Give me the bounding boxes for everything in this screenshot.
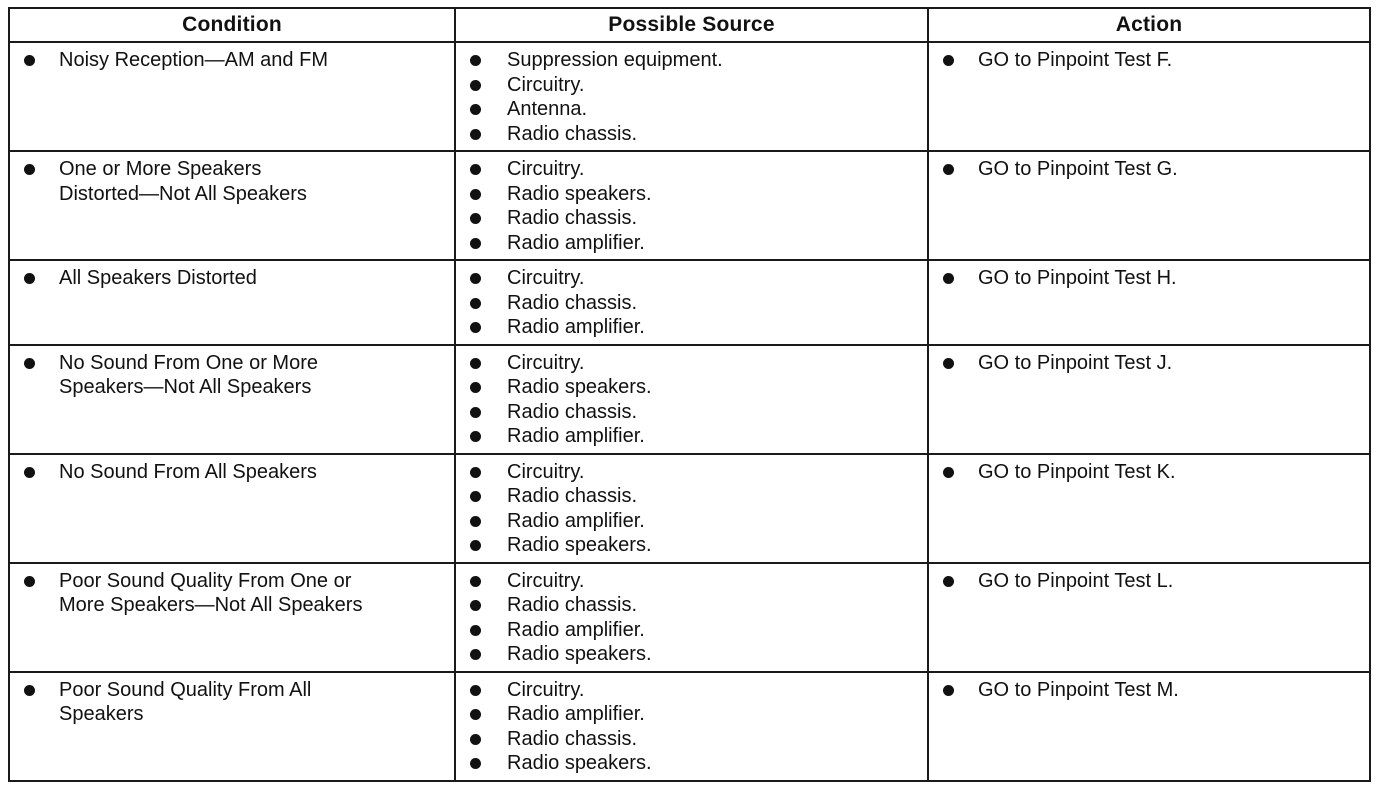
action-text: GO to Pinpoint Test F. — [978, 49, 1173, 71]
condition-line: Poor Sound Quality From All — [59, 678, 312, 701]
action-text: GO to Pinpoint Test G. — [978, 158, 1178, 180]
action-cell — [928, 563, 1370, 672]
list-item — [470, 351, 917, 376]
list-item — [470, 48, 917, 73]
bullet-icon — [943, 576, 954, 587]
possible-source-cell — [455, 345, 928, 454]
list-item — [470, 678, 917, 703]
bullet-icon — [470, 382, 481, 393]
source-text: Circuitry. — [507, 460, 585, 483]
condition-cell — [9, 42, 455, 151]
action-text: GO to Pinpoint Test J. — [978, 351, 1173, 374]
header-action: Action — [928, 8, 1370, 42]
list-item — [470, 460, 917, 485]
bullet-icon — [470, 164, 481, 175]
action-cell — [928, 454, 1370, 563]
list-item — [470, 315, 917, 340]
source-text: Radio amplifier. — [507, 316, 645, 338]
bullet-icon — [24, 467, 35, 478]
condition-line: One or More Speakers — [59, 158, 262, 180]
source-text: Radio chassis. — [507, 207, 638, 229]
list-item — [470, 97, 917, 122]
list-item — [470, 751, 917, 776]
source-text: Radio chassis. — [507, 594, 638, 616]
bullet-icon — [24, 273, 35, 284]
list-item — [470, 375, 917, 400]
table-row — [9, 151, 1370, 260]
list-item — [470, 266, 917, 291]
condition-cell — [9, 454, 455, 563]
bullet-icon — [470, 80, 481, 91]
bullet-icon — [24, 358, 35, 369]
bullet-icon — [470, 625, 481, 636]
condition-text — [59, 569, 362, 618]
source-text: Radio speakers. — [507, 182, 652, 205]
bullet-icon — [470, 104, 481, 115]
list-item — [470, 642, 917, 667]
action-cell — [928, 260, 1370, 345]
list-item — [470, 206, 917, 231]
source-text: Radio speakers. — [507, 534, 652, 556]
table-row — [9, 260, 1370, 345]
condition-text — [59, 351, 318, 400]
condition-line: Speakers—Not All Speakers — [59, 376, 312, 398]
possible-source-cell — [455, 151, 928, 260]
condition-text — [59, 48, 328, 73]
table-row — [9, 672, 1370, 781]
bullet-icon — [943, 273, 954, 284]
header-condition: Condition — [9, 8, 455, 42]
condition-line: No Sound From All Speakers — [59, 460, 317, 483]
source-text: Radio chassis. — [507, 122, 638, 145]
source-list — [470, 569, 917, 667]
bullet-icon — [470, 322, 481, 333]
header-row — [9, 8, 1370, 42]
source-text: Radio chassis. — [507, 400, 638, 423]
condition-line: Poor Sound Quality From One or — [59, 569, 352, 592]
source-text: Radio amplifier. — [507, 425, 645, 447]
action-cell — [928, 345, 1370, 454]
bullet-icon — [470, 407, 481, 418]
bullet-icon — [470, 358, 481, 369]
source-text: Radio amplifier. — [507, 509, 645, 532]
list-item — [470, 400, 917, 425]
list-item — [470, 702, 917, 727]
diagnosis-table — [8, 7, 1371, 782]
bullet-icon — [470, 576, 481, 587]
source-list — [470, 351, 917, 449]
bullet-icon — [470, 238, 481, 249]
list-item — [470, 593, 917, 618]
source-list — [470, 157, 917, 255]
bullet-icon — [943, 55, 954, 66]
header-possible-source: Possible Source — [455, 8, 928, 42]
list-item — [470, 509, 917, 534]
condition-cell — [9, 151, 455, 260]
bullet-icon — [24, 685, 35, 696]
bullet-icon — [470, 758, 481, 769]
bullet-icon — [24, 55, 35, 66]
condition-line: All Speakers Distorted — [59, 267, 257, 289]
source-text: Radio amplifier. — [507, 703, 645, 725]
table-body — [9, 42, 1370, 781]
action-cell — [928, 672, 1370, 781]
bullet-icon — [943, 685, 954, 696]
condition-line: More Speakers—Not All Speakers — [59, 594, 363, 616]
table-row — [9, 345, 1370, 454]
bullet-icon — [24, 576, 35, 587]
bullet-icon — [943, 467, 954, 478]
condition-line: No Sound From One or More — [59, 351, 318, 374]
bullet-icon — [470, 273, 481, 284]
table-row — [9, 454, 1370, 563]
bullet-icon — [470, 129, 481, 140]
list-item — [470, 73, 917, 98]
list-item — [470, 231, 917, 256]
bullet-icon — [470, 709, 481, 720]
condition-cell — [9, 260, 455, 345]
list-item — [470, 727, 917, 752]
possible-source-cell — [455, 563, 928, 672]
bullet-icon — [24, 164, 35, 175]
list-item — [470, 484, 917, 509]
source-text: Circuitry. — [507, 351, 585, 374]
bullet-icon — [470, 516, 481, 527]
source-list — [470, 48, 917, 146]
bullet-icon — [470, 431, 481, 442]
bullet-icon — [470, 55, 481, 66]
possible-source-cell — [455, 454, 928, 563]
source-text: Radio speakers. — [507, 752, 652, 774]
bullet-icon — [470, 491, 481, 502]
source-text: Antenna. — [507, 98, 588, 120]
bullet-icon — [470, 298, 481, 309]
source-text: Suppression equipment. — [507, 49, 723, 71]
condition-line: Speakers — [59, 703, 144, 725]
list-item — [470, 291, 917, 316]
bullet-icon — [470, 189, 481, 200]
source-text: Radio chassis. — [507, 291, 638, 314]
possible-source-cell — [455, 260, 928, 345]
source-text: Radio chassis. — [507, 727, 638, 750]
list-item — [470, 424, 917, 449]
list-item — [470, 122, 917, 147]
condition-cell — [9, 672, 455, 781]
action-text: GO to Pinpoint Test H. — [978, 267, 1177, 289]
list-item — [470, 569, 917, 594]
condition-text — [59, 266, 257, 291]
table-row — [9, 42, 1370, 151]
possible-source-cell — [455, 42, 928, 151]
source-text: Circuitry. — [507, 569, 585, 592]
bullet-icon — [470, 540, 481, 551]
bullet-icon — [470, 649, 481, 660]
condition-line: Distorted—Not All Speakers — [59, 182, 307, 205]
bullet-icon — [943, 164, 954, 175]
source-text: Circuitry. — [507, 158, 585, 180]
list-item — [470, 182, 917, 207]
bullet-icon — [470, 467, 481, 478]
condition-text — [59, 157, 307, 206]
source-text: Radio speakers. — [507, 643, 652, 665]
source-text: Radio amplifier. — [507, 618, 645, 641]
source-text: Circuitry. — [507, 267, 585, 289]
condition-cell — [9, 345, 455, 454]
action-cell — [928, 42, 1370, 151]
bullet-icon — [470, 734, 481, 745]
source-text: Circuitry. — [507, 73, 585, 96]
action-text: GO to Pinpoint Test M. — [978, 678, 1179, 701]
condition-text — [59, 460, 317, 485]
action-text: GO to Pinpoint Test K. — [978, 460, 1176, 483]
bullet-icon — [470, 685, 481, 696]
source-list — [470, 678, 917, 776]
condition-text — [59, 678, 311, 727]
condition-line: Noisy Reception—AM and FM — [59, 49, 328, 71]
list-item — [470, 533, 917, 558]
source-text: Radio speakers. — [507, 376, 652, 398]
bullet-icon — [470, 600, 481, 611]
source-text: Radio chassis. — [507, 485, 638, 507]
possible-source-cell — [455, 672, 928, 781]
bullet-icon — [470, 213, 481, 224]
list-item — [470, 618, 917, 643]
source-text: Circuitry. — [507, 678, 585, 701]
source-text: Radio amplifier. — [507, 231, 645, 254]
list-item — [470, 157, 917, 182]
bullet-icon — [943, 358, 954, 369]
table-row — [9, 563, 1370, 672]
source-list — [470, 460, 917, 558]
action-cell — [928, 151, 1370, 260]
condition-cell — [9, 563, 455, 672]
action-text: GO to Pinpoint Test L. — [978, 569, 1174, 592]
source-list — [470, 266, 917, 340]
